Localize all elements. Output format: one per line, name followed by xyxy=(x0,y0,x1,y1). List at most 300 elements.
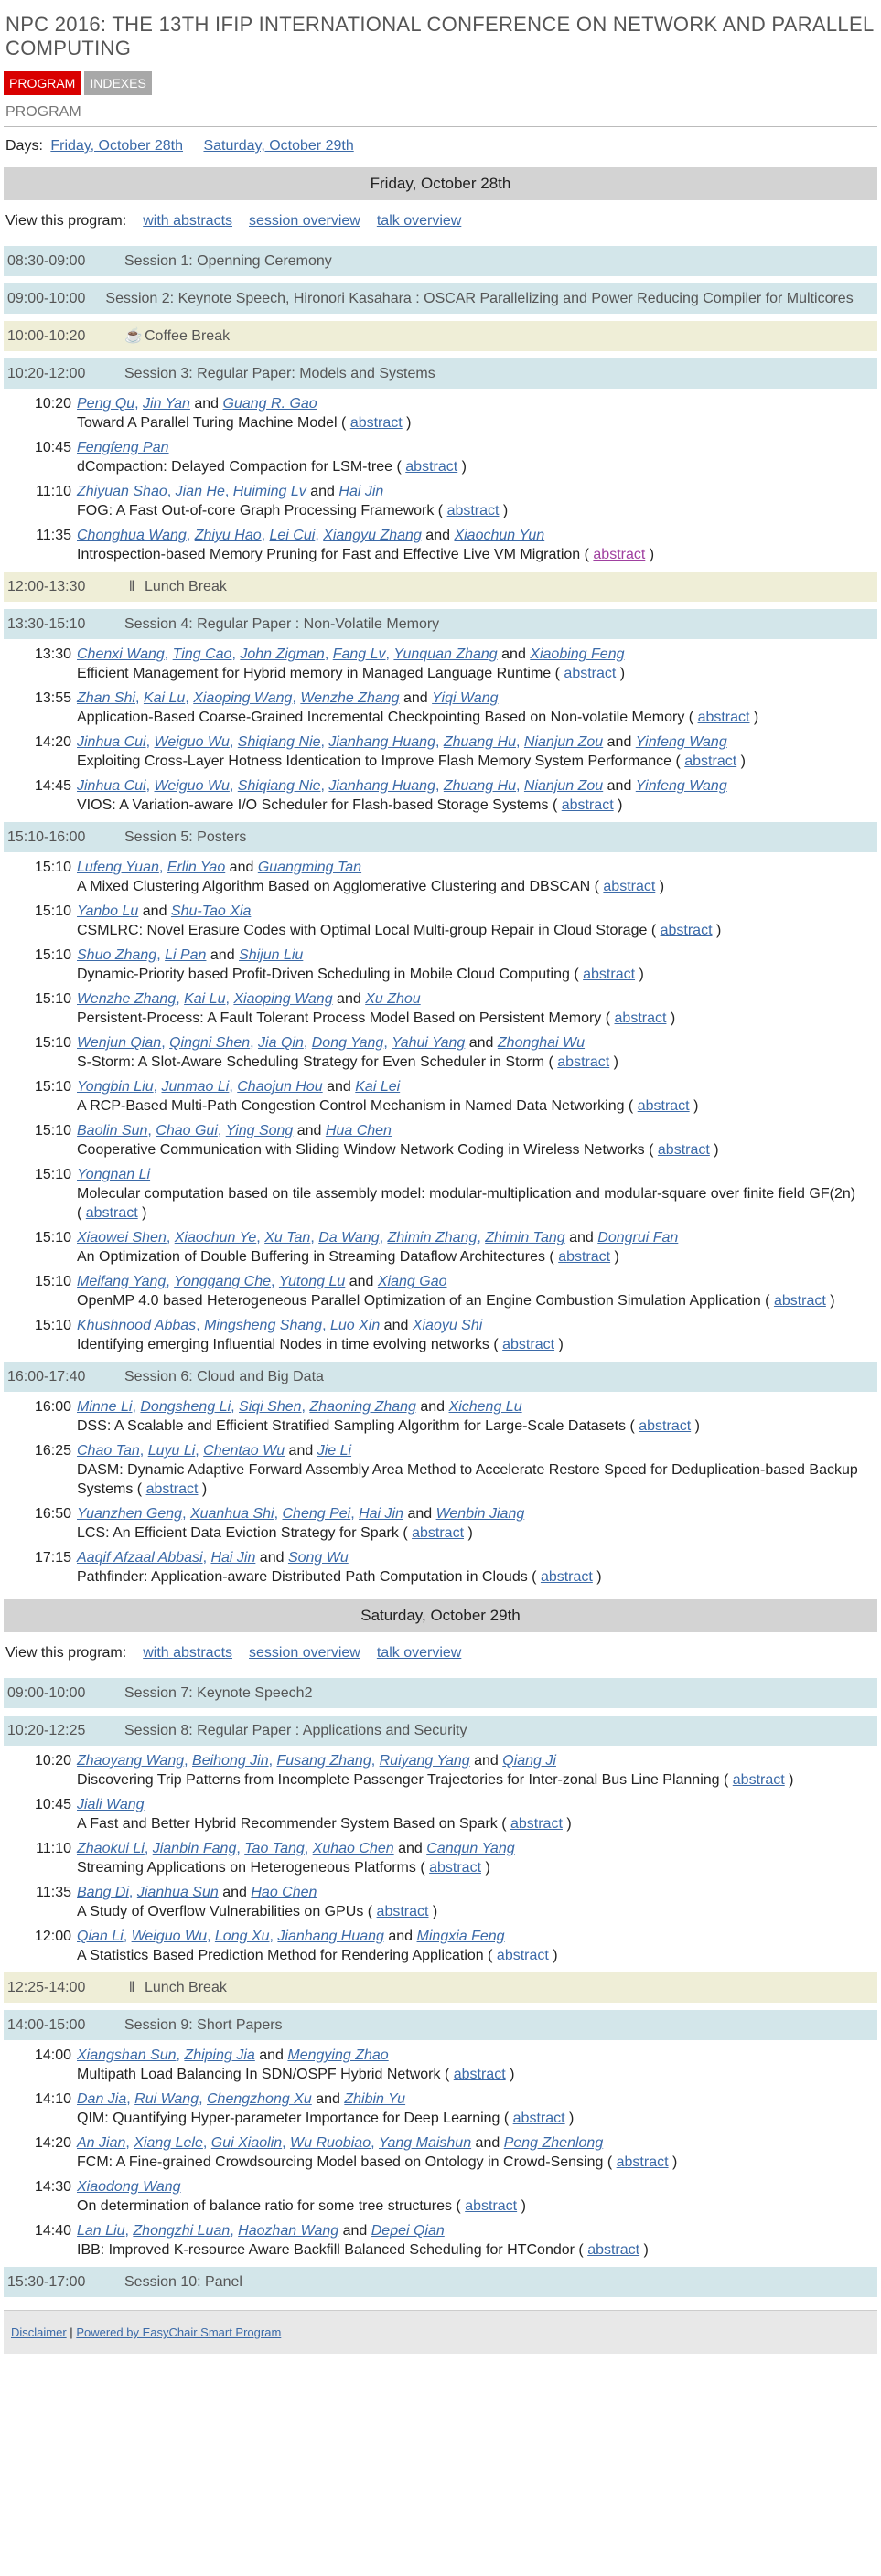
author-link[interactable]: Ruiyang Yang xyxy=(379,1753,470,1769)
talk-title xyxy=(77,664,859,683)
with-abstracts-link[interactable]: with abstracts xyxy=(143,213,233,229)
author-separator: , xyxy=(217,1123,226,1138)
author-link[interactable]: Xiaoyu Shi xyxy=(412,1318,483,1333)
author-link[interactable]: Xiaowei Shen xyxy=(77,1230,167,1245)
author-link[interactable]: Khushnood Abbas xyxy=(77,1318,197,1333)
talk-body xyxy=(77,1441,877,1499)
author-link[interactable]: Qian Li xyxy=(77,1929,124,1944)
paren-close: ) xyxy=(749,710,759,725)
with-abstracts-link[interactable]: with abstracts xyxy=(143,1645,233,1661)
session-time: 10:20-12:00 xyxy=(7,366,86,381)
talk-time: 11:35 xyxy=(36,1885,71,1900)
talk-title-text: VIOS: A Variation-aware I/O Scheduler for Flash-based Storage Systems ( xyxy=(77,797,562,813)
author-link[interactable]: Shiqiang Nie xyxy=(237,778,321,794)
abstract-link[interactable]: abstract xyxy=(616,2154,669,2170)
session-row[interactable] xyxy=(4,1678,877,1708)
author-link[interactable]: John Zigman xyxy=(240,647,325,662)
author-separator: , xyxy=(207,1929,215,1944)
session-row[interactable] xyxy=(4,2010,877,2040)
abstract-link[interactable]: abstract xyxy=(557,1054,610,1070)
author-link[interactable]: Zhuang Hu xyxy=(443,734,517,750)
author-separator: , xyxy=(128,1885,137,1900)
talk-authors xyxy=(77,1927,859,1946)
author-separator: and xyxy=(603,778,636,794)
author-link[interactable]: Zhiping Jia xyxy=(184,2047,255,2063)
author-link[interactable]: Qiang Ji xyxy=(502,1753,556,1769)
author-link[interactable]: Erlin Yao xyxy=(167,860,226,875)
author-link[interactable]: Dongrui Fan xyxy=(597,1230,679,1245)
talk-title xyxy=(77,1009,859,1028)
author-link[interactable]: Zhaoyang Wang xyxy=(77,1753,185,1769)
author-separator: and xyxy=(322,1079,356,1095)
abstract-link[interactable]: abstract xyxy=(564,666,617,681)
abstract-link[interactable]: abstract xyxy=(145,1481,199,1497)
author-link[interactable]: Xiaoping Wang xyxy=(233,991,333,1007)
session-row[interactable] xyxy=(4,1716,877,1746)
author-link[interactable]: Haozhan Wang xyxy=(238,2223,339,2239)
author-link[interactable]: Weiguo Wu xyxy=(154,734,230,750)
session-row[interactable] xyxy=(4,822,877,852)
author-link[interactable]: Chentao Wu xyxy=(203,1443,285,1459)
paren-close: ) xyxy=(592,1569,602,1585)
author-link[interactable]: Zhuang Hu xyxy=(443,778,517,794)
talk-overview-link[interactable]: talk overview xyxy=(376,1645,462,1661)
author-link[interactable]: Jia Qin xyxy=(258,1035,304,1051)
session-row[interactable] xyxy=(4,283,877,314)
talk-title-text: Toward A Parallel Turing Machine Model ( xyxy=(77,415,350,431)
author-link[interactable]: Wenjun Qian xyxy=(77,1035,162,1051)
author-link[interactable]: Li Pan xyxy=(165,947,207,963)
author-link[interactable]: Zhimin Tang xyxy=(485,1230,565,1245)
session-row[interactable] xyxy=(4,1362,877,1392)
author-link[interactable]: Dong Yang xyxy=(311,1035,384,1051)
session-title: Session 3: Regular Paper: Models and Systems xyxy=(124,366,435,381)
author-link[interactable]: Qingni Shen xyxy=(169,1035,251,1051)
author-link[interactable]: Jie Li xyxy=(317,1443,352,1459)
powered-by-link[interactable]: Powered by EasyChair Smart Program xyxy=(76,2325,282,2339)
author-link[interactable]: Xiaochun Yun xyxy=(454,528,545,543)
talk-time: 16:00 xyxy=(34,1399,71,1415)
menu-program[interactable]: PROGRAM xyxy=(4,71,81,95)
author-link[interactable]: Chonghua Wang xyxy=(77,528,187,543)
author-link[interactable]: Peng Zhenlong xyxy=(503,2135,604,2151)
talk-title-text: A Fast and Better Hybrid Recommender System Based on Spark ( xyxy=(77,1816,510,1832)
talk-time: 15:10 xyxy=(34,1230,71,1245)
abstract-link[interactable]: abstract xyxy=(558,1249,611,1265)
author-link[interactable]: Shiqiang Nie xyxy=(237,734,321,750)
talk-time: 10:20 xyxy=(34,396,71,412)
author-link[interactable]: Mengying Zhao xyxy=(287,2047,389,2063)
abstract-link[interactable]: abstract xyxy=(637,1098,690,1114)
author-link[interactable]: Xiaobing Feng xyxy=(530,647,625,662)
author-link[interactable]: Xuhao Chen xyxy=(312,1841,394,1856)
author-link[interactable]: Rui Wang xyxy=(134,2091,199,2107)
author-link[interactable]: Yuanzhen Geng xyxy=(77,1506,183,1522)
author-link[interactable]: Wenbin Jiang xyxy=(435,1506,525,1522)
abstract-link[interactable]: abstract xyxy=(639,1418,692,1434)
author-link[interactable]: Hai Jin xyxy=(338,484,384,499)
abstract-link[interactable]: abstract xyxy=(540,1569,593,1585)
author-link[interactable]: Nianjun Zou xyxy=(523,734,604,750)
author-link[interactable]: Yonggang Che xyxy=(174,1274,272,1289)
author-separator: , xyxy=(320,734,329,750)
disclaimer-link[interactable]: Disclaimer xyxy=(11,2325,67,2339)
talk-title xyxy=(77,1814,859,1833)
abstract-link[interactable]: abstract xyxy=(512,2111,565,2126)
talk-time: 16:25 xyxy=(34,1443,71,1459)
talk-title xyxy=(77,752,859,771)
author-link[interactable]: Mingsheng Shang xyxy=(204,1318,323,1333)
author-link[interactable]: Xuanhua Shi xyxy=(189,1506,274,1522)
author-link[interactable]: Zhiyuan Shao xyxy=(77,484,167,499)
author-link[interactable]: Weiguo Wu xyxy=(131,1929,207,1944)
author-separator: , xyxy=(371,1753,380,1769)
abstract-link[interactable]: abstract xyxy=(561,797,614,813)
author-link[interactable]: Yahui Yang xyxy=(392,1035,466,1051)
talk-title-text: Molecular computation based on tile assembly model: modular-multiplication and modular-square over finite field GF(2n) ( xyxy=(77,1186,856,1221)
author-link[interactable]: Zhimin Zhang xyxy=(387,1230,478,1245)
talk-title xyxy=(77,545,859,564)
abstract-link[interactable]: abstract xyxy=(583,967,636,982)
abstract-link[interactable]: abstract xyxy=(697,710,750,725)
author-link[interactable]: Beihong Jin xyxy=(192,1753,269,1769)
break-row[interactable] xyxy=(4,572,877,602)
paren-close: ) xyxy=(564,2111,575,2126)
abstract-link[interactable]: abstract xyxy=(684,754,737,769)
talk-title-text: LCS: An Efficient Data Eviction Strategy for Spark ( xyxy=(77,1525,413,1541)
abstract-link[interactable]: abstract xyxy=(465,2198,518,2214)
talk-body xyxy=(77,1077,877,1116)
author-link[interactable]: Jinhua Cui xyxy=(77,778,146,794)
author-link[interactable]: Yang Maishun xyxy=(378,2135,472,2151)
conference-title: NPC 2016: THE 13TH IFIP INTERNATIONAL CONFERENCE ON NETWORK AND PARALLEL COMPUTING xyxy=(5,13,874,59)
author-link[interactable]: Zhan Shi xyxy=(77,690,136,706)
session-title: Lunch Break xyxy=(145,1980,227,1995)
abstract-link[interactable]: abstract xyxy=(510,1816,563,1832)
author-link[interactable]: Xu Tan xyxy=(264,1230,311,1245)
talk-time: 15:10 xyxy=(34,1123,71,1138)
author-link[interactable]: Yiqi Wang xyxy=(432,690,499,706)
talk-authors xyxy=(77,1839,859,1858)
talk-title xyxy=(77,1523,859,1543)
author-link[interactable]: Jin Yan xyxy=(143,396,190,412)
author-separator: , xyxy=(124,2223,134,2239)
abstract-link[interactable]: abstract xyxy=(85,1205,138,1221)
talk-body xyxy=(77,946,877,984)
author-link[interactable]: Fusang Zhang xyxy=(276,1753,371,1769)
abstract-link[interactable]: abstract xyxy=(603,879,656,894)
talk-title-text: On determination of balance ratio for some tree structures ( xyxy=(77,2198,466,2214)
author-link[interactable]: Shu-Tao Xia xyxy=(170,903,252,919)
session-overview-link[interactable]: session overview xyxy=(249,1645,360,1661)
session-row[interactable] xyxy=(4,2267,877,2297)
session-row[interactable] xyxy=(4,246,877,276)
author-separator: , xyxy=(236,1841,245,1856)
talk-time: 11:10 xyxy=(36,484,71,499)
author-separator: , xyxy=(164,647,173,662)
author-separator: , xyxy=(202,2135,211,2151)
author-link[interactable]: Hai Jin xyxy=(359,1506,403,1522)
footer-separator: | xyxy=(70,2325,73,2339)
author-link[interactable]: Chao Gui xyxy=(156,1123,218,1138)
paren-close: ) xyxy=(639,2242,649,2258)
author-link[interactable]: Jian He xyxy=(175,484,225,499)
day-link-saturday[interactable]: Saturday, October 29th xyxy=(203,138,354,154)
author-link[interactable]: Junmao Li xyxy=(161,1079,230,1095)
author-link[interactable]: Lufeng Yuan xyxy=(77,860,159,875)
author-link[interactable]: Xiang Gao xyxy=(377,1274,447,1289)
author-link[interactable]: Huiming Lv xyxy=(232,484,306,499)
author-link[interactable]: Zhibin Yu xyxy=(344,2091,406,2107)
author-link[interactable]: Xicheng Lu xyxy=(448,1399,522,1415)
talk-body xyxy=(77,2046,877,2084)
talk-title-text: Cooperative Communication with Sliding Window Network Coding in Wireless Networks ( xyxy=(77,1142,658,1158)
author-separator: , xyxy=(182,1506,190,1522)
author-separator: , xyxy=(147,1123,156,1138)
talk-row xyxy=(4,1751,877,1790)
author-link[interactable]: Nianjun Zou xyxy=(523,778,604,794)
abstract-link[interactable]: abstract xyxy=(496,1948,549,1963)
author-link[interactable]: Peng Qu xyxy=(77,396,135,412)
talk-title-text: Introspection-based Memory Pruning for Fast and Effective Live VM Migration ( xyxy=(77,547,594,562)
talk-row xyxy=(4,776,877,815)
author-separator: , xyxy=(176,991,185,1007)
author-link[interactable]: Lei Cui xyxy=(269,528,316,543)
author-link[interactable]: Minne Li xyxy=(77,1399,133,1415)
author-link[interactable]: Yongnan Li xyxy=(77,1167,151,1182)
talk-title xyxy=(77,1416,859,1436)
talk-authors xyxy=(77,526,859,545)
paren-close: ) xyxy=(464,1525,473,1541)
author-link[interactable]: Ting Cao xyxy=(172,647,232,662)
author-link[interactable]: Zhaoning Zhang xyxy=(309,1399,416,1415)
session-overview-link[interactable]: session overview xyxy=(249,213,360,229)
talk-title xyxy=(77,1567,859,1587)
talk-row xyxy=(4,1121,877,1160)
talk-authors xyxy=(77,1504,859,1523)
talk-overview-link[interactable]: talk overview xyxy=(376,213,462,229)
session-time: 09:00-10:00 xyxy=(7,1685,86,1701)
talk-title xyxy=(77,965,859,984)
author-link[interactable]: Bang Di xyxy=(77,1885,129,1900)
author-link[interactable]: Jiali Wang xyxy=(77,1797,145,1812)
talk-title xyxy=(77,921,859,940)
author-link[interactable]: Xiangyu Zhang xyxy=(323,528,422,543)
author-link[interactable]: Shijun Liu xyxy=(239,947,304,963)
author-link[interactable]: Lan Liu xyxy=(77,2223,125,2239)
talk-title-text: Discovering Trip Patterns from Incomplete Passenger Trajectories for Inter-zonal Bus Line Planning ( xyxy=(77,1772,733,1788)
talk-title-text: Efficient Management for Hybrid memory in Managed Language Runtime ( xyxy=(77,666,564,681)
session-title: Session 9: Short Papers xyxy=(124,2017,283,2033)
main-menu xyxy=(4,71,877,95)
author-separator: , xyxy=(315,528,324,543)
author-separator: , xyxy=(156,947,166,963)
author-link[interactable]: Siqi Shen xyxy=(239,1399,302,1415)
author-separator: , xyxy=(268,1753,277,1769)
author-link[interactable]: Baolin Sun xyxy=(77,1123,148,1138)
author-link[interactable]: Xiaochun Ye xyxy=(174,1230,257,1245)
talk-title-text: Pathfinder: Application-aware Distributed Path Computation in Clouds ( xyxy=(77,1569,541,1585)
talk-body xyxy=(77,2133,877,2172)
author-link[interactable]: Guangming Tan xyxy=(257,860,362,875)
author-link[interactable]: Mingxia Feng xyxy=(416,1929,505,1944)
author-link[interactable]: Dan Jia xyxy=(77,2091,127,2107)
author-separator: and xyxy=(383,1929,417,1944)
author-link[interactable]: Weiguo Wu xyxy=(154,778,230,794)
author-link[interactable]: Kai Lu xyxy=(184,991,226,1007)
author-link[interactable]: Depei Qian xyxy=(371,2223,445,2239)
paren-close: ) xyxy=(554,1337,564,1352)
author-link[interactable]: Zhiyu Hao xyxy=(194,528,262,543)
talk-title-text: FOG: A Fast Out-of-core Graph Processing Framework ( xyxy=(77,503,447,518)
talk-title-text: dCompaction: Delayed Compaction for LSM-tree ( xyxy=(77,459,406,475)
author-link[interactable]: Chengzhong Xu xyxy=(207,2091,312,2107)
author-link[interactable]: Da Wang xyxy=(318,1230,380,1245)
author-link[interactable]: Jianhang Huang xyxy=(277,1929,384,1944)
author-link[interactable]: Meifang Yang xyxy=(77,1274,167,1289)
abstract-link[interactable]: abstract xyxy=(660,923,713,938)
talk-authors xyxy=(77,645,859,664)
talk-time: 10:45 xyxy=(34,1797,71,1812)
talk-authors xyxy=(77,1751,859,1770)
author-link[interactable]: Hai Jin xyxy=(210,1550,256,1566)
author-link[interactable]: Cheng Pei xyxy=(282,1506,351,1522)
author-link[interactable]: Xiaoping Wang xyxy=(193,690,293,706)
author-link[interactable]: Aaqif Afzaal Abbasi xyxy=(77,1550,203,1566)
author-link[interactable]: Shuo Zhang xyxy=(77,947,157,963)
talk-title-text: OpenMP 4.0 based Heterogeneous Parallel Optimization of an Engine Combustion Simulation Application ( xyxy=(77,1293,774,1309)
abstract-link[interactable]: abstract xyxy=(732,1772,785,1788)
author-link[interactable]: Song Wu xyxy=(287,1550,349,1566)
author-link[interactable]: Yanbo Lu xyxy=(77,903,139,919)
author-separator: , xyxy=(231,647,241,662)
author-separator: , xyxy=(229,734,238,750)
author-link[interactable]: Dongsheng Li xyxy=(140,1399,231,1415)
talk-title-text: A RCP-Based Multi-Path Congestion Control Mechanism in Named Data Networking ( xyxy=(77,1098,638,1114)
author-link[interactable]: Chaojun Hou xyxy=(237,1079,323,1095)
author-link[interactable]: Fengfeng Pan xyxy=(77,440,169,455)
author-separator: and xyxy=(564,1230,598,1245)
author-link[interactable]: Hao Chen xyxy=(251,1885,317,1900)
author-link[interactable]: Canqun Yang xyxy=(426,1841,515,1856)
abstract-link[interactable]: abstract xyxy=(593,547,646,562)
session-row[interactable] xyxy=(4,358,877,389)
author-link[interactable]: Kai Lei xyxy=(355,1079,401,1095)
talk-title-text: Streaming Applications on Heterogeneous Platforms ( xyxy=(77,1860,430,1876)
abstract-link[interactable]: abstract xyxy=(446,503,500,518)
abstract-link[interactable]: abstract xyxy=(429,1860,482,1876)
paren-close: ) xyxy=(645,547,655,562)
author-link[interactable]: Yinfeng Wang xyxy=(635,734,727,750)
day-link-friday[interactable]: Friday, October 28th xyxy=(50,138,184,154)
author-separator: , xyxy=(196,1318,205,1333)
author-separator: , xyxy=(250,1035,259,1051)
author-link[interactable]: Guang R. Gao xyxy=(222,396,317,412)
abstract-link[interactable]: abstract xyxy=(657,1142,710,1158)
talk-row xyxy=(4,1397,877,1436)
author-separator: , xyxy=(383,1035,392,1051)
author-link[interactable]: Jianbin Fang xyxy=(152,1841,237,1856)
author-link[interactable]: Jinhua Cui xyxy=(77,734,146,750)
author-link[interactable]: Yunquan Zhang xyxy=(393,647,498,662)
talk-row xyxy=(4,1839,877,1877)
author-link[interactable]: Kai Lu xyxy=(143,690,186,706)
author-link[interactable]: Jianhang Huang xyxy=(328,734,435,750)
abstract-link[interactable]: abstract xyxy=(502,1337,555,1352)
author-link[interactable]: Zhongzhi Luan xyxy=(133,2223,231,2239)
author-link[interactable]: Wu Ruobiao xyxy=(290,2135,371,2151)
author-link[interactable]: Xiangshan Sun xyxy=(77,2047,177,2063)
author-separator: , xyxy=(125,2135,134,2151)
break-row[interactable] xyxy=(4,321,877,351)
author-link[interactable]: Yinfeng Wang xyxy=(635,778,727,794)
talk-body xyxy=(77,1121,877,1160)
author-separator: , xyxy=(186,528,195,543)
abstract-link[interactable]: abstract xyxy=(349,415,403,431)
author-separator: and xyxy=(225,860,258,875)
author-link[interactable]: Luyu Li xyxy=(147,1443,196,1459)
author-link[interactable]: Zhaokui Li xyxy=(77,1841,145,1856)
author-link[interactable]: Zhonghai Wu xyxy=(497,1035,586,1051)
break-row[interactable] xyxy=(4,1972,877,2003)
abstract-link[interactable]: abstract xyxy=(773,1293,826,1309)
view-options xyxy=(4,200,877,239)
abstract-link[interactable]: abstract xyxy=(376,1904,429,1919)
author-link[interactable]: Xu Zhou xyxy=(365,991,421,1007)
session-row[interactable] xyxy=(4,609,877,639)
author-separator: , xyxy=(516,778,524,794)
author-link[interactable]: Xiaodong Wang xyxy=(77,2179,181,2195)
author-link[interactable]: Luo Xin xyxy=(329,1318,381,1333)
abstract-link[interactable]: abstract xyxy=(587,2242,640,2258)
author-link[interactable]: Ying Song xyxy=(225,1123,294,1138)
talk-body xyxy=(77,1397,877,1436)
author-link[interactable]: Chenxi Wang xyxy=(77,647,165,662)
author-separator: , xyxy=(371,2135,379,2151)
talk-authors xyxy=(77,2090,859,2109)
abstract-link[interactable]: abstract xyxy=(453,2067,506,2082)
author-separator: and xyxy=(469,1753,503,1769)
author-link[interactable]: Jianhang Huang xyxy=(328,778,435,794)
menu-indexes[interactable]: INDEXES xyxy=(84,71,151,95)
author-separator: , xyxy=(230,2223,239,2239)
author-separator: and xyxy=(306,484,339,499)
paren-close: ) xyxy=(198,1481,208,1497)
author-link[interactable]: An Jian xyxy=(77,2135,126,2151)
talk-time: 15:10 xyxy=(34,1079,71,1095)
talk-authors xyxy=(77,1272,859,1291)
author-link[interactable]: Wenzhe Zhang xyxy=(300,690,400,706)
abstract-link[interactable]: abstract xyxy=(405,459,458,475)
author-link[interactable]: Long Xu xyxy=(214,1929,270,1944)
author-link[interactable]: Tao Tang xyxy=(244,1841,305,1856)
author-link[interactable]: Jianhua Sun xyxy=(136,1885,219,1900)
talk-authors xyxy=(77,1228,859,1247)
author-link[interactable]: Chao Tan xyxy=(77,1443,140,1459)
author-link[interactable]: Xiang Lele xyxy=(134,2135,203,2151)
author-link[interactable]: Fang Lv xyxy=(332,647,386,662)
session-time: 10:00-10:20 xyxy=(7,328,86,344)
author-link[interactable]: Yutong Lu xyxy=(278,1274,346,1289)
author-link[interactable]: Yongbin Liu xyxy=(77,1079,154,1095)
talk-title xyxy=(77,501,859,520)
author-link[interactable]: Hua Chen xyxy=(325,1123,392,1138)
abstract-link[interactable]: abstract xyxy=(614,1010,667,1026)
talk-body xyxy=(77,732,877,771)
author-link[interactable]: Wenzhe Zhang xyxy=(77,991,177,1007)
author-link[interactable]: Gui Xiaolin xyxy=(210,2135,283,2151)
abstract-link[interactable]: abstract xyxy=(412,1525,465,1541)
